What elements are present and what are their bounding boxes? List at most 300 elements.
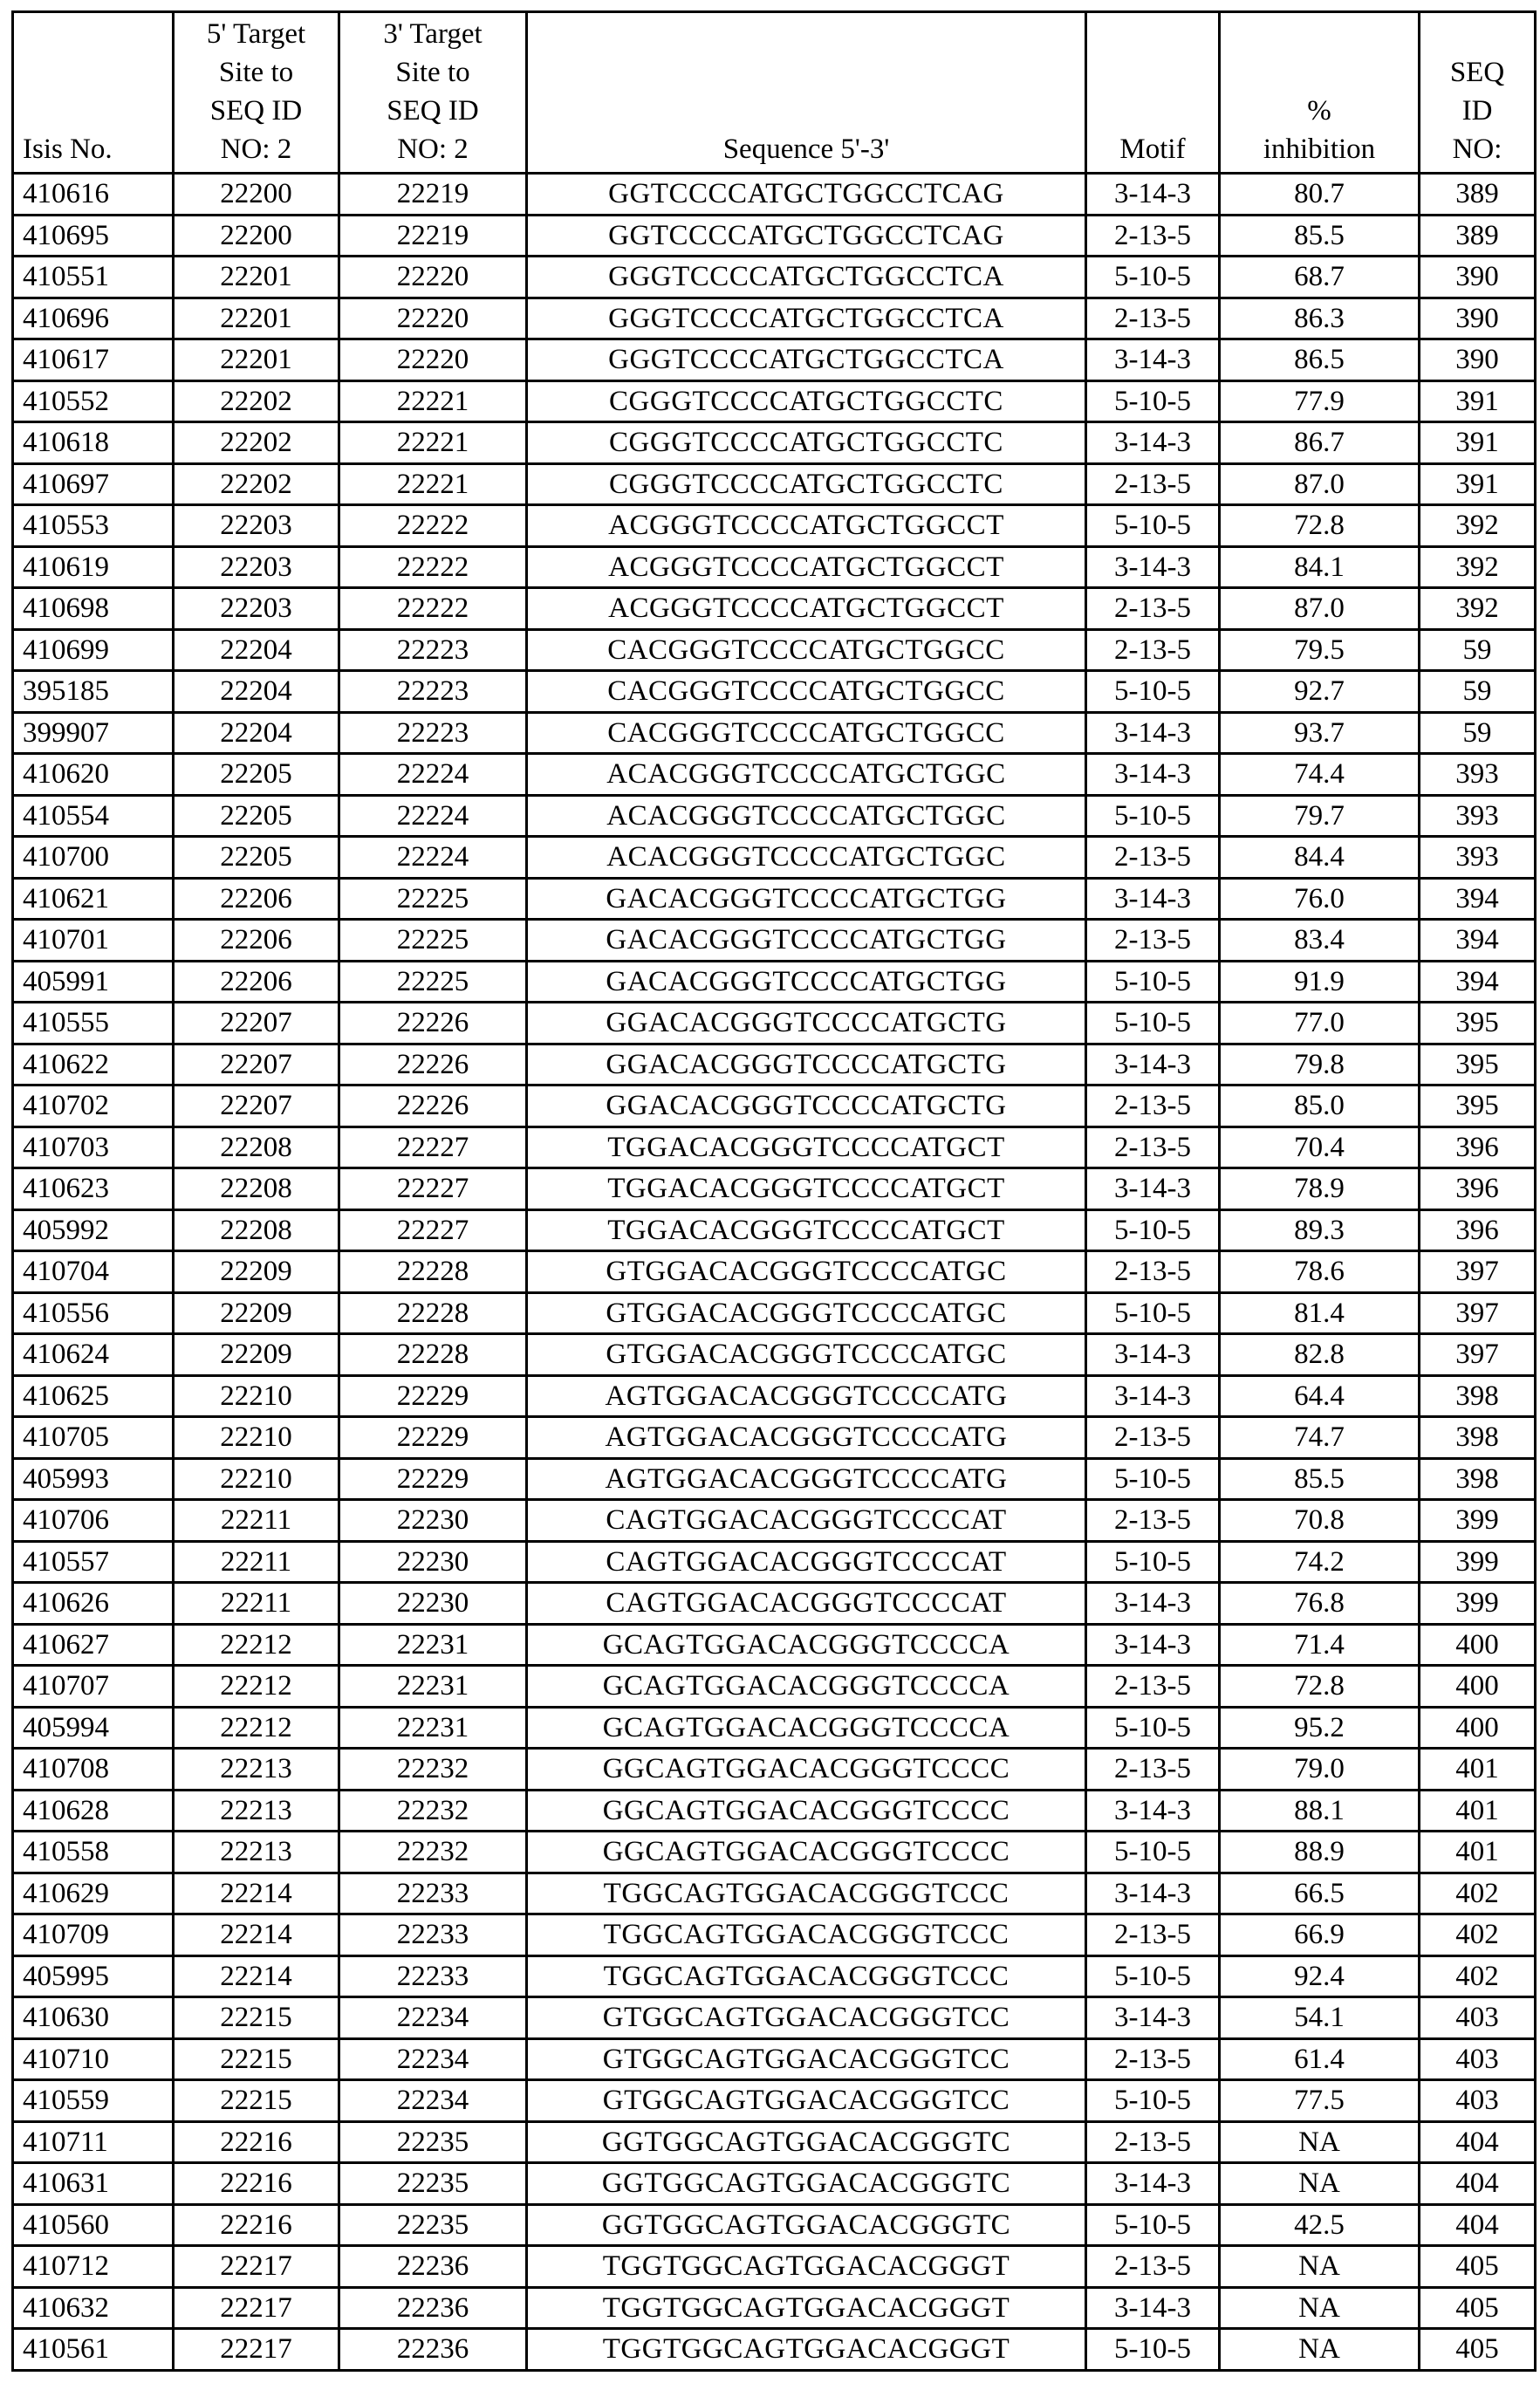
cell-seq-id-no: 392 bbox=[1420, 588, 1536, 630]
cell-3-target-site: 22235 bbox=[339, 2121, 527, 2163]
table-row bbox=[13, 920, 1536, 962]
cell-motif: 2-13-5 bbox=[1086, 2038, 1220, 2080]
cell-isis-no: 410618 bbox=[13, 422, 174, 464]
cell-percent-inhibition: 66.9 bbox=[1220, 1914, 1420, 1956]
cell-isis-no: 410695 bbox=[13, 215, 174, 257]
cell-percent-inhibition: 78.6 bbox=[1220, 1251, 1420, 1293]
cell-isis-no: 410629 bbox=[13, 1873, 174, 1914]
cell-motif: 5-10-5 bbox=[1086, 257, 1220, 298]
table-row bbox=[13, 1292, 1536, 1334]
cell-3-target-site: 22232 bbox=[339, 1749, 527, 1791]
cell-5-target-site: 22203 bbox=[174, 546, 339, 588]
cell-isis-no: 410699 bbox=[13, 629, 174, 671]
cell-percent-inhibition: 66.5 bbox=[1220, 1873, 1420, 1914]
cell-sequence: ACGGGTCCCCATGCTGGCCT bbox=[527, 588, 1086, 630]
cell-percent-inhibition: NA bbox=[1220, 2329, 1420, 2371]
cell-seq-id-no: 398 bbox=[1420, 1458, 1536, 1500]
cell-isis-no: 410708 bbox=[13, 1749, 174, 1791]
cell-percent-inhibition: 88.1 bbox=[1220, 1790, 1420, 1832]
cell-3-target-site: 22233 bbox=[339, 1914, 527, 1956]
cell-3-target-site: 22236 bbox=[339, 2329, 527, 2371]
cell-3-target-site: 22235 bbox=[339, 2204, 527, 2246]
cell-5-target-site: 22202 bbox=[174, 380, 339, 422]
cell-percent-inhibition: 78.9 bbox=[1220, 1168, 1420, 1210]
cell-5-target-site: 22210 bbox=[174, 1375, 339, 1417]
cell-3-target-site: 22229 bbox=[339, 1458, 527, 1500]
cell-percent-inhibition: 74.4 bbox=[1220, 754, 1420, 796]
cell-sequence: CAGTGGACACGGGTCCCCAT bbox=[527, 1541, 1086, 1583]
cell-percent-inhibition: 70.8 bbox=[1220, 1500, 1420, 1542]
cell-isis-no: 410551 bbox=[13, 257, 174, 298]
header-sequence: Sequence 5'-3' bbox=[527, 12, 1086, 174]
cell-sequence: ACACGGGTCCCCATGCTGGC bbox=[527, 837, 1086, 879]
cell-isis-no: 410620 bbox=[13, 754, 174, 796]
cell-percent-inhibition: 81.4 bbox=[1220, 1292, 1420, 1334]
cell-percent-inhibition: NA bbox=[1220, 2287, 1420, 2329]
cell-5-target-site: 22215 bbox=[174, 2080, 339, 2122]
cell-motif: 3-14-3 bbox=[1086, 754, 1220, 796]
cell-5-target-site: 22206 bbox=[174, 920, 339, 962]
cell-seq-id-no: 405 bbox=[1420, 2287, 1536, 2329]
cell-sequence: GGACACGGGTCCCCATGCTG bbox=[527, 1003, 1086, 1044]
cell-5-target-site: 22206 bbox=[174, 961, 339, 1003]
cell-seq-id-no: 389 bbox=[1420, 174, 1536, 216]
cell-motif: 3-14-3 bbox=[1086, 1873, 1220, 1914]
cell-sequence: GTGGCAGTGGACACGGGTCC bbox=[527, 2080, 1086, 2122]
cell-motif: 5-10-5 bbox=[1086, 2329, 1220, 2371]
cell-3-target-site: 22228 bbox=[339, 1292, 527, 1334]
table-row bbox=[13, 671, 1536, 713]
cell-percent-inhibition: 89.3 bbox=[1220, 1209, 1420, 1251]
cell-3-target-site: 22219 bbox=[339, 215, 527, 257]
cell-sequence: GGTGGCAGTGGACACGGGTC bbox=[527, 2121, 1086, 2163]
cell-5-target-site: 22210 bbox=[174, 1458, 339, 1500]
cell-isis-no: 405992 bbox=[13, 1209, 174, 1251]
cell-seq-id-no: 59 bbox=[1420, 712, 1536, 754]
oligonucleotide-inhibition-table bbox=[11, 10, 1537, 2372]
cell-5-target-site: 22211 bbox=[174, 1583, 339, 1625]
cell-3-target-site: 22229 bbox=[339, 1417, 527, 1459]
cell-sequence: GCAGTGGACACGGGTCCCCA bbox=[527, 1624, 1086, 1666]
cell-seq-id-no: 402 bbox=[1420, 1873, 1536, 1914]
cell-seq-id-no: 399 bbox=[1420, 1583, 1536, 1625]
cell-isis-no: 410555 bbox=[13, 1003, 174, 1044]
cell-sequence: TGGACACGGGTCCCCATGCT bbox=[527, 1127, 1086, 1168]
cell-sequence: GGACACGGGTCCCCATGCTG bbox=[527, 1044, 1086, 1085]
cell-sequence: GGTGGCAGTGGACACGGGTC bbox=[527, 2163, 1086, 2205]
cell-5-target-site: 22200 bbox=[174, 215, 339, 257]
cell-seq-id-no: 392 bbox=[1420, 505, 1536, 547]
cell-3-target-site: 22222 bbox=[339, 505, 527, 547]
cell-5-target-site: 22216 bbox=[174, 2163, 339, 2205]
cell-5-target-site: 22216 bbox=[174, 2204, 339, 2246]
cell-percent-inhibition: 85.5 bbox=[1220, 1458, 1420, 1500]
cell-percent-inhibition: 77.9 bbox=[1220, 380, 1420, 422]
table-row bbox=[13, 1334, 1536, 1376]
cell-sequence: GACACGGGTCCCCATGCTGG bbox=[527, 920, 1086, 962]
cell-percent-inhibition: 70.4 bbox=[1220, 1127, 1420, 1168]
cell-motif: 3-14-3 bbox=[1086, 546, 1220, 588]
cell-5-target-site: 22214 bbox=[174, 1873, 339, 1914]
cell-3-target-site: 22219 bbox=[339, 174, 527, 216]
cell-sequence: CACGGGTCCCCATGCTGGCC bbox=[527, 712, 1086, 754]
cell-5-target-site: 22204 bbox=[174, 712, 339, 754]
cell-motif: 3-14-3 bbox=[1086, 1375, 1220, 1417]
table-row bbox=[13, 1375, 1536, 1417]
cell-sequence: CGGGTCCCCATGCTGGCCTC bbox=[527, 463, 1086, 505]
cell-motif: 5-10-5 bbox=[1086, 1458, 1220, 1500]
cell-sequence: CACGGGTCCCCATGCTGGCC bbox=[527, 629, 1086, 671]
table-row bbox=[13, 878, 1536, 920]
cell-5-target-site: 22217 bbox=[174, 2329, 339, 2371]
cell-percent-inhibition: 86.7 bbox=[1220, 422, 1420, 464]
cell-motif: 5-10-5 bbox=[1086, 671, 1220, 713]
cell-motif: 3-14-3 bbox=[1086, 2163, 1220, 2205]
cell-motif: 5-10-5 bbox=[1086, 1003, 1220, 1044]
cell-motif: 5-10-5 bbox=[1086, 380, 1220, 422]
cell-5-target-site: 22207 bbox=[174, 1085, 339, 1127]
cell-percent-inhibition: 86.5 bbox=[1220, 339, 1420, 381]
cell-5-target-site: 22214 bbox=[174, 1955, 339, 1997]
cell-3-target-site: 22231 bbox=[339, 1666, 527, 1708]
cell-motif: 5-10-5 bbox=[1086, 1541, 1220, 1583]
cell-percent-inhibition: 84.1 bbox=[1220, 546, 1420, 588]
table-row bbox=[13, 1003, 1536, 1044]
cell-5-target-site: 22201 bbox=[174, 298, 339, 339]
cell-sequence: TGGACACGGGTCCCCATGCT bbox=[527, 1168, 1086, 1210]
cell-seq-id-no: 404 bbox=[1420, 2121, 1536, 2163]
cell-seq-id-no: 400 bbox=[1420, 1707, 1536, 1749]
table-row bbox=[13, 1541, 1536, 1583]
cell-motif: 3-14-3 bbox=[1086, 1997, 1220, 2039]
cell-seq-id-no: 397 bbox=[1420, 1251, 1536, 1293]
table-row bbox=[13, 712, 1536, 754]
cell-3-target-site: 22230 bbox=[339, 1583, 527, 1625]
table-row bbox=[13, 629, 1536, 671]
cell-isis-no: 405994 bbox=[13, 1707, 174, 1749]
cell-3-target-site: 22235 bbox=[339, 2163, 527, 2205]
cell-motif: 3-14-3 bbox=[1086, 712, 1220, 754]
cell-5-target-site: 22208 bbox=[174, 1209, 339, 1251]
cell-seq-id-no: 399 bbox=[1420, 1500, 1536, 1542]
cell-motif: 5-10-5 bbox=[1086, 1832, 1220, 1873]
cell-3-target-site: 22236 bbox=[339, 2246, 527, 2288]
cell-sequence: GGGTCCCCATGCTGGCCTCA bbox=[527, 339, 1086, 381]
cell-sequence: GGCAGTGGACACGGGTCCCC bbox=[527, 1832, 1086, 1873]
cell-percent-inhibition: 76.0 bbox=[1220, 878, 1420, 920]
cell-sequence: GTGGCAGTGGACACGGGTCC bbox=[527, 2038, 1086, 2080]
cell-seq-id-no: 402 bbox=[1420, 1955, 1536, 1997]
cell-percent-inhibition: 71.4 bbox=[1220, 1624, 1420, 1666]
cell-motif: 5-10-5 bbox=[1086, 1707, 1220, 1749]
cell-isis-no: 405993 bbox=[13, 1458, 174, 1500]
cell-seq-id-no: 399 bbox=[1420, 1541, 1536, 1583]
cell-sequence: CAGTGGACACGGGTCCCCAT bbox=[527, 1583, 1086, 1625]
cell-isis-no: 410704 bbox=[13, 1251, 174, 1293]
cell-seq-id-no: 396 bbox=[1420, 1127, 1536, 1168]
cell-percent-inhibition: 84.4 bbox=[1220, 837, 1420, 879]
cell-isis-no: 410556 bbox=[13, 1292, 174, 1334]
cell-seq-id-no: 398 bbox=[1420, 1417, 1536, 1459]
cell-5-target-site: 22207 bbox=[174, 1044, 339, 1085]
cell-seq-id-no: 396 bbox=[1420, 1209, 1536, 1251]
cell-percent-inhibition: 87.0 bbox=[1220, 588, 1420, 630]
cell-percent-inhibition: 61.4 bbox=[1220, 2038, 1420, 2080]
cell-3-target-site: 22236 bbox=[339, 2287, 527, 2329]
cell-5-target-site: 22206 bbox=[174, 878, 339, 920]
cell-3-target-site: 22221 bbox=[339, 422, 527, 464]
table-row bbox=[13, 2246, 1536, 2288]
table-row bbox=[13, 380, 1536, 422]
header-percent-inhibition: % inhibition bbox=[1220, 12, 1420, 174]
cell-motif: 5-10-5 bbox=[1086, 2204, 1220, 2246]
cell-seq-id-no: 395 bbox=[1420, 1085, 1536, 1127]
cell-5-target-site: 22212 bbox=[174, 1707, 339, 1749]
cell-motif: 3-14-3 bbox=[1086, 1044, 1220, 1085]
cell-percent-inhibition: NA bbox=[1220, 2121, 1420, 2163]
cell-seq-id-no: 59 bbox=[1420, 671, 1536, 713]
cell-seq-id-no: 403 bbox=[1420, 2038, 1536, 2080]
cell-motif: 2-13-5 bbox=[1086, 1914, 1220, 1956]
cell-percent-inhibition: 91.9 bbox=[1220, 961, 1420, 1003]
cell-seq-id-no: 390 bbox=[1420, 298, 1536, 339]
cell-percent-inhibition: 82.8 bbox=[1220, 1334, 1420, 1376]
cell-isis-no: 410696 bbox=[13, 298, 174, 339]
cell-isis-no: 410709 bbox=[13, 1914, 174, 1956]
cell-sequence: GGGTCCCCATGCTGGCCTCA bbox=[527, 298, 1086, 339]
table-row bbox=[13, 339, 1536, 381]
table-row bbox=[13, 257, 1536, 298]
cell-motif: 3-14-3 bbox=[1086, 878, 1220, 920]
cell-3-target-site: 22222 bbox=[339, 588, 527, 630]
cell-seq-id-no: 404 bbox=[1420, 2163, 1536, 2205]
cell-seq-id-no: 403 bbox=[1420, 1997, 1536, 2039]
cell-5-target-site: 22211 bbox=[174, 1500, 339, 1542]
cell-seq-id-no: 401 bbox=[1420, 1749, 1536, 1791]
cell-3-target-site: 22231 bbox=[339, 1707, 527, 1749]
table-row bbox=[13, 1914, 1536, 1956]
cell-motif: 3-14-3 bbox=[1086, 1168, 1220, 1210]
cell-seq-id-no: 400 bbox=[1420, 1624, 1536, 1666]
cell-motif: 2-13-5 bbox=[1086, 463, 1220, 505]
cell-percent-inhibition: 79.5 bbox=[1220, 629, 1420, 671]
table-row bbox=[13, 588, 1536, 630]
cell-percent-inhibition: 93.7 bbox=[1220, 712, 1420, 754]
cell-5-target-site: 22205 bbox=[174, 754, 339, 796]
cell-sequence: CACGGGTCCCCATGCTGGCC bbox=[527, 671, 1086, 713]
cell-seq-id-no: 394 bbox=[1420, 961, 1536, 1003]
cell-motif: 2-13-5 bbox=[1086, 588, 1220, 630]
cell-percent-inhibition: 74.2 bbox=[1220, 1541, 1420, 1583]
cell-sequence: GGTCCCCATGCTGGCCTCAG bbox=[527, 215, 1086, 257]
cell-3-target-site: 22220 bbox=[339, 339, 527, 381]
cell-3-target-site: 22226 bbox=[339, 1085, 527, 1127]
cell-5-target-site: 22215 bbox=[174, 2038, 339, 2080]
cell-seq-id-no: 405 bbox=[1420, 2246, 1536, 2288]
table-row bbox=[13, 1209, 1536, 1251]
cell-motif: 3-14-3 bbox=[1086, 2287, 1220, 2329]
cell-5-target-site: 22212 bbox=[174, 1624, 339, 1666]
table-row bbox=[13, 463, 1536, 505]
cell-sequence: GACACGGGTCCCCATGCTGG bbox=[527, 878, 1086, 920]
cell-3-target-site: 22221 bbox=[339, 463, 527, 505]
cell-motif: 2-13-5 bbox=[1086, 629, 1220, 671]
cell-seq-id-no: 395 bbox=[1420, 1003, 1536, 1044]
cell-5-target-site: 22204 bbox=[174, 629, 339, 671]
cell-isis-no: 410553 bbox=[13, 505, 174, 547]
cell-3-target-site: 22230 bbox=[339, 1500, 527, 1542]
cell-sequence: GTGGCAGTGGACACGGGTCC bbox=[527, 1997, 1086, 2039]
table-row bbox=[13, 1044, 1536, 1085]
cell-sequence: GGTGGCAGTGGACACGGGTC bbox=[527, 2204, 1086, 2246]
cell-seq-id-no: 404 bbox=[1420, 2204, 1536, 2246]
cell-3-target-site: 22227 bbox=[339, 1127, 527, 1168]
cell-motif: 5-10-5 bbox=[1086, 795, 1220, 837]
cell-3-target-site: 22230 bbox=[339, 1541, 527, 1583]
cell-isis-no: 410698 bbox=[13, 588, 174, 630]
header-seq-id-no: SEQ ID NO: bbox=[1420, 12, 1536, 174]
cell-motif: 5-10-5 bbox=[1086, 1209, 1220, 1251]
cell-isis-no: 410619 bbox=[13, 546, 174, 588]
cell-3-target-site: 22220 bbox=[339, 298, 527, 339]
cell-percent-inhibition: 68.7 bbox=[1220, 257, 1420, 298]
cell-percent-inhibition: 54.1 bbox=[1220, 1997, 1420, 2039]
cell-motif: 2-13-5 bbox=[1086, 1417, 1220, 1459]
table-row bbox=[13, 2121, 1536, 2163]
cell-5-target-site: 22205 bbox=[174, 795, 339, 837]
cell-motif: 2-13-5 bbox=[1086, 1127, 1220, 1168]
cell-5-target-site: 22208 bbox=[174, 1127, 339, 1168]
cell-motif: 2-13-5 bbox=[1086, 215, 1220, 257]
cell-3-target-site: 22223 bbox=[339, 629, 527, 671]
table-row bbox=[13, 1458, 1536, 1500]
cell-motif: 5-10-5 bbox=[1086, 961, 1220, 1003]
cell-5-target-site: 22213 bbox=[174, 1749, 339, 1791]
cell-motif: 2-13-5 bbox=[1086, 920, 1220, 962]
cell-sequence: GACACGGGTCCCCATGCTGG bbox=[527, 961, 1086, 1003]
cell-3-target-site: 22225 bbox=[339, 961, 527, 1003]
cell-motif: 2-13-5 bbox=[1086, 1085, 1220, 1127]
cell-3-target-site: 22233 bbox=[339, 1955, 527, 1997]
cell-5-target-site: 22214 bbox=[174, 1914, 339, 1956]
cell-seq-id-no: 391 bbox=[1420, 380, 1536, 422]
table-row bbox=[13, 546, 1536, 588]
cell-motif: 3-14-3 bbox=[1086, 174, 1220, 216]
cell-sequence: CGGGTCCCCATGCTGGCCTC bbox=[527, 380, 1086, 422]
table-row bbox=[13, 505, 1536, 547]
cell-3-target-site: 22224 bbox=[339, 837, 527, 879]
cell-percent-inhibition: 74.7 bbox=[1220, 1417, 1420, 1459]
cell-seq-id-no: 391 bbox=[1420, 463, 1536, 505]
cell-isis-no: 410626 bbox=[13, 1583, 174, 1625]
cell-isis-no: 410624 bbox=[13, 1334, 174, 1376]
cell-sequence: GGCAGTGGACACGGGTCCCC bbox=[527, 1790, 1086, 1832]
cell-motif: 3-14-3 bbox=[1086, 1583, 1220, 1625]
cell-3-target-site: 22223 bbox=[339, 671, 527, 713]
cell-sequence: TGGTGGCAGTGGACACGGGT bbox=[527, 2287, 1086, 2329]
cell-percent-inhibition: 77.5 bbox=[1220, 2080, 1420, 2122]
cell-seq-id-no: 395 bbox=[1420, 1044, 1536, 1085]
cell-sequence: ACACGGGTCCCCATGCTGGC bbox=[527, 754, 1086, 796]
cell-motif: 2-13-5 bbox=[1086, 1749, 1220, 1791]
cell-3-target-site: 22234 bbox=[339, 2038, 527, 2080]
cell-seq-id-no: 396 bbox=[1420, 1168, 1536, 1210]
table-row bbox=[13, 1251, 1536, 1293]
cell-5-target-site: 22213 bbox=[174, 1790, 339, 1832]
cell-seq-id-no: 394 bbox=[1420, 878, 1536, 920]
cell-motif: 5-10-5 bbox=[1086, 1292, 1220, 1334]
cell-sequence: CAGTGGACACGGGTCCCCAT bbox=[527, 1500, 1086, 1542]
cell-percent-inhibition: 64.4 bbox=[1220, 1375, 1420, 1417]
cell-5-target-site: 22217 bbox=[174, 2246, 339, 2288]
cell-isis-no: 410621 bbox=[13, 878, 174, 920]
cell-isis-no: 410558 bbox=[13, 1832, 174, 1873]
cell-percent-inhibition: 86.3 bbox=[1220, 298, 1420, 339]
header-isis-no: Isis No. bbox=[13, 12, 174, 174]
cell-isis-no: 410697 bbox=[13, 463, 174, 505]
cell-isis-no: 410707 bbox=[13, 1666, 174, 1708]
cell-motif: 2-13-5 bbox=[1086, 298, 1220, 339]
cell-5-target-site: 22203 bbox=[174, 588, 339, 630]
cell-3-target-site: 22221 bbox=[339, 380, 527, 422]
cell-sequence: AGTGGACACGGGTCCCCATG bbox=[527, 1458, 1086, 1500]
cell-percent-inhibition: NA bbox=[1220, 2163, 1420, 2205]
cell-3-target-site: 22231 bbox=[339, 1624, 527, 1666]
cell-5-target-site: 22209 bbox=[174, 1251, 339, 1293]
table-row bbox=[13, 1997, 1536, 2039]
cell-isis-no: 410710 bbox=[13, 2038, 174, 2080]
cell-isis-no: 405995 bbox=[13, 1955, 174, 1997]
cell-percent-inhibition: 72.8 bbox=[1220, 1666, 1420, 1708]
cell-seq-id-no: 401 bbox=[1420, 1832, 1536, 1873]
cell-3-target-site: 22228 bbox=[339, 1251, 527, 1293]
header-5-target-site: 5' Target Site to SEQ ID NO: 2 bbox=[174, 12, 339, 174]
cell-motif: 2-13-5 bbox=[1086, 2121, 1220, 2163]
cell-3-target-site: 22225 bbox=[339, 920, 527, 962]
cell-isis-no: 405991 bbox=[13, 961, 174, 1003]
table-row bbox=[13, 215, 1536, 257]
cell-seq-id-no: 401 bbox=[1420, 1790, 1536, 1832]
cell-motif: 2-13-5 bbox=[1086, 1500, 1220, 1542]
table-row bbox=[13, 1085, 1536, 1127]
cell-5-target-site: 22202 bbox=[174, 463, 339, 505]
cell-percent-inhibition: 85.5 bbox=[1220, 215, 1420, 257]
cell-seq-id-no: 397 bbox=[1420, 1292, 1536, 1334]
cell-sequence: GCAGTGGACACGGGTCCCCA bbox=[527, 1707, 1086, 1749]
table-row bbox=[13, 1955, 1536, 1997]
cell-5-target-site: 22212 bbox=[174, 1666, 339, 1708]
cell-isis-no: 410627 bbox=[13, 1624, 174, 1666]
cell-isis-no: 410711 bbox=[13, 2121, 174, 2163]
cell-motif: 5-10-5 bbox=[1086, 1955, 1220, 1997]
cell-isis-no: 410554 bbox=[13, 795, 174, 837]
table-row bbox=[13, 1417, 1536, 1459]
cell-seq-id-no: 393 bbox=[1420, 837, 1536, 879]
table-row bbox=[13, 2329, 1536, 2371]
cell-3-target-site: 22234 bbox=[339, 1997, 527, 2039]
cell-motif: 2-13-5 bbox=[1086, 1251, 1220, 1293]
cell-isis-no: 410712 bbox=[13, 2246, 174, 2288]
table-row bbox=[13, 1873, 1536, 1914]
table-row bbox=[13, 754, 1536, 796]
cell-sequence: TGGACACGGGTCCCCATGCT bbox=[527, 1209, 1086, 1251]
cell-percent-inhibition: 79.7 bbox=[1220, 795, 1420, 837]
table-row bbox=[13, 1749, 1536, 1791]
cell-percent-inhibition: 72.8 bbox=[1220, 505, 1420, 547]
cell-seq-id-no: 59 bbox=[1420, 629, 1536, 671]
cell-5-target-site: 22208 bbox=[174, 1168, 339, 1210]
cell-isis-no: 410622 bbox=[13, 1044, 174, 1085]
